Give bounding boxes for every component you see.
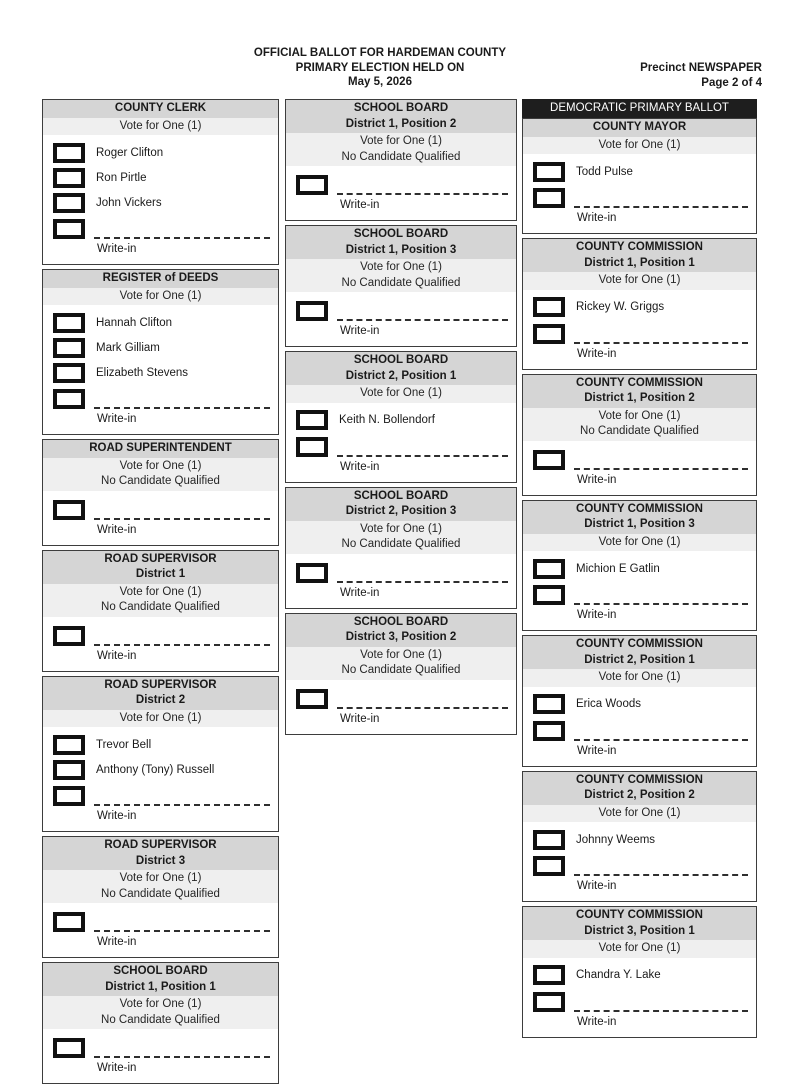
write-in-row [533,720,748,741]
write-in-line[interactable] [94,499,270,520]
contest-title [43,963,278,996]
contest-title-line: District 2, Position 2 [584,789,695,801]
write-in-checkbox[interactable] [53,500,85,520]
write-in-label: Write-in [97,413,137,425]
write-in-line[interactable] [574,584,748,605]
candidate-name: Roger Clifton [96,146,164,159]
candidate-name: Hannah Clifton [96,316,173,329]
contest-box [285,99,517,221]
write-in-label: Write-in [340,586,380,599]
vote-instruction: Vote for One (1) [360,261,442,273]
write-in-label: Write-in [577,609,617,621]
write-in-checkbox[interactable] [53,1038,85,1058]
write-in-line[interactable] [574,323,748,344]
contest-box [522,906,757,1038]
contest-title-line: District 1, Position 2 [345,117,457,130]
contest-instructions [523,940,756,958]
contest-title [286,488,516,521]
write-in-label: Write-in [577,880,617,892]
candidate-checkbox[interactable] [53,338,85,358]
write-in-line[interactable] [94,1037,270,1058]
candidate-name: Mark Gilliam [96,341,160,354]
contest-title [43,100,278,118]
contest-box [42,836,279,958]
contest-title-line: District 1, Position 1 [584,256,695,269]
contest-title-line: District 3, Position 1 [584,924,695,937]
contest-title-line: REGISTER of DEEDS [102,272,219,284]
contest-box [42,269,279,435]
write-in-label: Write-in [97,523,137,536]
write-in-line[interactable] [574,187,748,208]
candidate-name: Todd Pulse [576,165,633,178]
write-in-label: Write-in [340,460,380,473]
contest-box [285,487,517,609]
write-in-label: Write-in [340,325,380,337]
write-in-checkbox[interactable] [296,689,328,709]
write-in-checkbox[interactable] [533,721,565,741]
write-in-row [53,911,270,932]
page-indicator: Page 2 of 4 [701,76,762,89]
candidate-area [523,822,756,901]
candidate-area [286,680,516,734]
write-in-line[interactable] [574,720,748,741]
write-in-row [533,449,748,470]
candidate-checkbox[interactable] [53,193,85,213]
contest-title-line: District 3 [135,854,186,867]
write-in-line[interactable] [574,991,748,1012]
candidate-row[interactable] [533,829,748,850]
candidate-row[interactable] [53,759,270,780]
contest-title-line: COUNTY COMMISSION [576,376,703,389]
contest-title-line: COUNTY COMMISSION [576,241,703,253]
candidate-row[interactable] [296,410,508,431]
ballot-title-line3: May 5, 2026 [348,76,412,88]
write-in-checkbox[interactable] [533,188,565,208]
contest-title-line: ROAD SUPERVISOR [104,678,217,691]
write-in-checkbox[interactable] [296,301,328,321]
no-candidate-note: No Candidate Qualified [580,425,699,437]
write-in-checkbox[interactable] [533,324,565,344]
vote-instruction: Vote for One (1) [119,998,202,1010]
candidate-area [523,290,756,369]
write-in-line[interactable] [94,218,270,239]
write-in-checkbox[interactable] [533,585,565,605]
contest-title [523,772,756,805]
contest-instructions [523,137,756,155]
write-in-checkbox[interactable] [53,786,85,806]
contest-title-line: District 2, Position 1 [345,369,457,382]
write-in-label: Write-in [97,1062,137,1074]
contest-instructions [286,385,516,403]
write-in-label: Write-in [577,1015,617,1028]
write-in-row [296,300,508,321]
candidate-checkbox[interactable] [53,143,85,163]
candidate-name: Ron Pirtle [96,171,147,184]
contest-title-line: SCHOOL BOARD [353,102,449,114]
write-in-checkbox[interactable] [53,912,85,932]
write-in-row [533,187,748,208]
contest-box [285,613,517,735]
write-in-line[interactable] [337,300,508,321]
contest-box [42,439,279,546]
write-in-label: Write-in [97,936,137,948]
candidate-area [43,1029,278,1083]
ballot-title-line2: PRIMARY ELECTION HELD ON [295,61,465,74]
candidate-checkbox[interactable] [533,559,565,579]
contest-instructions [523,669,756,687]
contest-title-line: District 1, Position 3 [345,243,457,256]
candidate-area [523,441,756,495]
write-in-line[interactable] [94,388,270,409]
no-candidate-note: No Candidate Qualified [101,1013,220,1026]
write-in-label: Write-in [577,212,617,224]
contest-title-line: District 1, Position 1 [105,980,216,993]
write-in-line[interactable] [94,911,270,932]
no-candidate-note: No Candidate Qualified [341,664,461,676]
write-in-line[interactable] [337,562,508,583]
vote-instruction: Vote for One (1) [598,806,681,819]
ballot-column-2 [285,99,517,739]
contest-title [286,100,516,133]
vote-instruction: Vote for One (1) [119,289,202,302]
candidate-area [43,491,278,545]
write-in-row [53,499,270,520]
candidate-row[interactable] [53,734,270,755]
candidate-area [523,551,756,630]
ballot-column-1 [42,99,279,1088]
vote-instruction: Vote for One (1) [360,522,442,535]
write-in-checkbox[interactable] [53,626,85,646]
write-in-line[interactable] [574,855,748,876]
vote-instruction: Vote for One (1) [360,135,442,147]
candidate-row[interactable] [53,337,270,358]
vote-instruction: Vote for One (1) [360,648,442,661]
write-in-line[interactable] [574,449,748,470]
contest-instructions [523,408,756,441]
contest-instructions [523,805,756,823]
candidate-row[interactable] [53,192,270,213]
contest-title [43,270,278,288]
vote-instruction: Vote for One (1) [360,387,442,399]
write-in-label: Write-in [340,712,380,725]
candidate-row[interactable] [533,161,748,182]
contest-instructions [43,996,278,1029]
candidate-row[interactable] [533,297,748,318]
ballot-title [160,46,600,90]
write-in-checkbox[interactable] [53,389,85,409]
contest-title [523,119,756,137]
write-in-row [296,174,508,195]
candidate-area [43,617,278,671]
contest-title [286,226,516,259]
contest-title-line: SCHOOL BOARD [353,228,449,240]
write-in-line[interactable] [94,625,270,646]
contest-title-line: COUNTY CLERK [114,102,207,114]
candidate-area [523,958,756,1037]
write-in-row [53,1037,270,1058]
write-in-label: Write-in [97,810,137,822]
write-in-line[interactable] [94,785,270,806]
contest-title-line: ROAD SUPERVISOR [104,839,217,851]
vote-instruction: Vote for One (1) [598,409,681,422]
no-candidate-note: No Candidate Qualified [341,538,461,550]
vote-instruction: Vote for One (1) [598,274,681,286]
precinct-label: Precinct NEWSPAPER [640,62,762,74]
candidate-checkbox[interactable] [533,965,565,985]
contest-instructions [43,458,278,491]
candidate-area [43,727,278,831]
candidate-row[interactable] [53,167,270,188]
contest-box [42,99,279,265]
contest-box [42,676,279,833]
write-in-row [296,688,508,709]
write-in-label: Write-in [340,199,380,211]
vote-instruction: Vote for One (1) [119,585,202,598]
candidate-name: Rickey W. Griggs [576,301,665,313]
no-candidate-note: No Candidate Qualified [101,887,220,900]
contest-title-line: District 1, Position 3 [584,518,695,530]
contest-title-line: COUNTY MAYOR [592,121,687,133]
contest-box [522,238,757,370]
contest-title [523,636,756,669]
contest-title [43,440,278,458]
write-in-line[interactable] [337,688,508,709]
write-in-row [53,218,270,239]
vote-instruction: Vote for One (1) [119,459,202,472]
contest-instructions [43,584,278,617]
contest-instructions [286,521,516,554]
vote-instruction: Vote for One (1) [119,872,202,884]
contest-instructions [286,133,516,166]
no-candidate-note: No Candidate Qualified [101,475,220,487]
contest-title-line: District 3, Position 2 [345,631,457,643]
write-in-line[interactable] [337,174,508,195]
vote-instruction: Vote for One (1) [119,711,202,724]
contest-title [523,907,756,940]
candidate-checkbox[interactable] [53,735,85,755]
candidate-name: Johnny Weems [576,833,656,846]
contest-box [522,118,757,234]
candidate-area [286,292,516,346]
write-in-label: Write-in [577,744,617,757]
candidate-area [43,305,278,434]
no-candidate-note: No Candidate Qualified [101,601,220,613]
write-in-row [533,991,748,1012]
contest-instructions [43,710,278,728]
contest-title [523,375,756,408]
candidate-checkbox[interactable] [533,694,565,714]
contest-title [43,837,278,870]
ballot-column-3 [522,99,757,1042]
write-in-checkbox[interactable] [296,175,328,195]
candidate-area [43,903,278,957]
candidate-name: Keith N. Bollendorf [339,414,435,426]
write-in-row [296,436,508,457]
contest-box [42,962,279,1084]
contest-title-line: SCHOOL BOARD [353,615,449,628]
contest-instructions [523,272,756,290]
candidate-name: Trevor Bell [96,738,152,751]
contest-title-line: COUNTY COMMISSION [576,773,703,786]
contest-instructions [286,259,516,292]
contest-box [42,550,279,672]
contest-title-line: District 1 [135,568,186,580]
contest-title-line: SCHOOL BOARD [113,965,208,977]
vote-instruction: Vote for One (1) [598,942,681,954]
contest-title-line: ROAD SUPERVISOR [104,552,217,565]
write-in-row [53,625,270,646]
candidate-checkbox[interactable] [296,410,328,430]
contest-instructions [286,647,516,680]
contest-box [522,635,757,767]
candidate-checkbox[interactable] [53,168,85,188]
candidate-name: Michion E Gatlin [576,562,660,575]
candidate-row[interactable] [533,965,748,986]
contest-title [286,352,516,385]
no-candidate-note: No Candidate Qualified [341,276,461,289]
write-in-checkbox[interactable] [533,992,565,1012]
contest-box [522,771,757,903]
candidate-row[interactable] [53,362,270,383]
contest-title-line: District 2, Position 1 [584,653,695,666]
contest-instructions [523,534,756,552]
vote-instruction: Vote for One (1) [119,119,202,132]
contest-title [286,614,516,647]
vote-instruction: Vote for One (1) [598,138,681,151]
contest-box [522,374,757,496]
contest-title [523,239,756,272]
write-in-row [53,388,270,409]
candidate-name: Elizabeth Stevens [96,366,189,379]
contest-title [43,551,278,584]
candidate-row[interactable] [533,558,748,579]
candidate-area [286,166,516,220]
write-in-row [53,785,270,806]
write-in-checkbox[interactable] [53,219,85,239]
write-in-label: Write-in [577,347,617,360]
candidate-checkbox[interactable] [533,297,565,317]
candidate-row[interactable] [53,312,270,333]
party-banner: DEMOCRATIC PRIMARY BALLOT [522,99,757,118]
vote-instruction: Vote for One (1) [598,535,681,548]
candidate-checkbox[interactable] [533,830,565,850]
contest-title-line: COUNTY COMMISSION [576,638,703,650]
ballot-meta [562,61,762,90]
write-in-label: Write-in [97,243,137,255]
write-in-row [533,323,748,344]
candidate-row[interactable] [533,694,748,715]
candidate-name: Chandra Y. Lake [576,969,661,981]
candidate-area [523,154,756,233]
write-in-checkbox[interactable] [533,450,565,470]
candidate-checkbox[interactable] [53,363,85,383]
candidate-area [43,135,278,264]
contest-title-line: District 2, Position 3 [345,505,457,517]
write-in-label: Write-in [97,649,137,662]
candidate-area [523,687,756,766]
write-in-row [533,855,748,876]
candidate-name: John Vickers [96,196,162,209]
write-in-line[interactable] [337,436,508,457]
contest-title-line: SCHOOL BOARD [353,489,449,502]
candidate-checkbox[interactable] [53,760,85,780]
contest-title [43,677,278,710]
contest-instructions [43,288,278,306]
candidate-row[interactable] [53,142,270,163]
contest-title-line: District 1, Position 2 [584,392,695,404]
contest-box [522,500,757,632]
contest-box [285,225,517,347]
contest-title-line: COUNTY COMMISSION [576,502,703,515]
contest-instructions [43,118,278,136]
candidate-name: Anthony (Tony) Russell [96,763,215,776]
vote-instruction: Vote for One (1) [598,671,681,683]
contest-title-line: ROAD SUPERINTENDENT [89,442,232,454]
no-candidate-note: No Candidate Qualified [341,150,461,163]
contest-title [523,501,756,534]
write-in-row [296,562,508,583]
contest-title-line: SCHOOL BOARD [353,354,449,366]
candidate-area [286,554,516,608]
write-in-checkbox[interactable] [296,437,328,457]
candidate-checkbox[interactable] [53,313,85,333]
write-in-checkbox[interactable] [296,563,328,583]
contest-instructions [43,870,278,903]
candidate-name: Erica Woods [576,698,641,710]
write-in-label: Write-in [577,473,617,486]
candidate-area [286,403,516,482]
write-in-checkbox[interactable] [533,856,565,876]
contest-box [285,351,517,483]
ballot-title-line1: OFFICIAL BALLOT FOR HARDEMAN COUNTY [253,47,507,59]
contest-title-line: COUNTY COMMISSION [576,909,703,921]
write-in-row [533,584,748,605]
candidate-checkbox[interactable] [533,162,565,182]
contest-title-line: District 2 [135,694,186,706]
